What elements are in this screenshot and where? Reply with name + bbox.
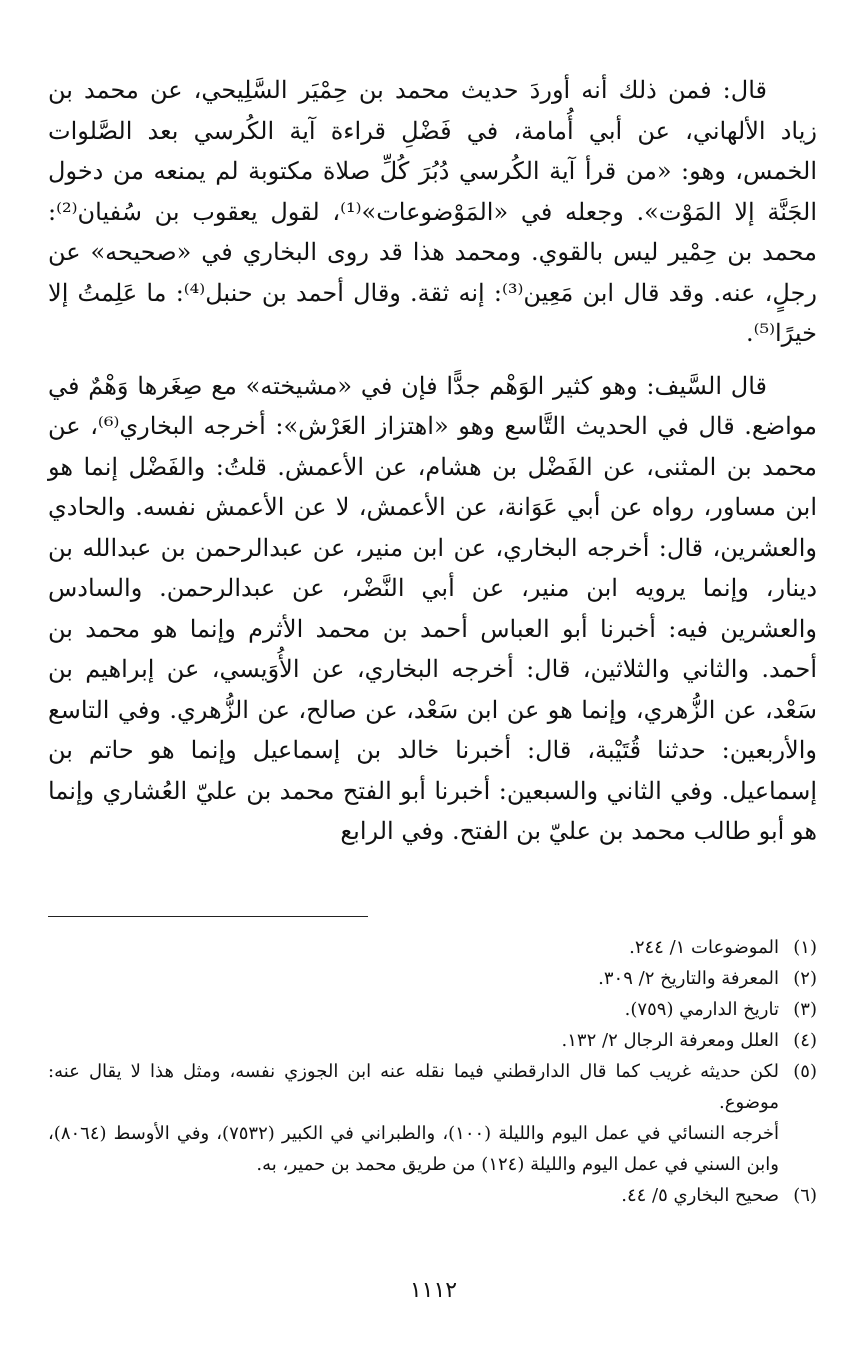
paragraph-2: قال السَّيف: وهو كثير الوَهْم جدًّا فإن في «مشيخته» مع صِغَرها وَهْمٌ في مواضع. قال في الحديث التَّاسع وهو «اهتزاز العَرْش»: أخرجه البخاري⁽⁶⁾، عن محمد بن المثنى، عن الفَضْل بن هشام، عن الأعمش. قلتُ: والفَضْل إنما هو ابن مساور، رواه عن أبي عَوَانة، عن الأعمش، لا عن الأعمش نفسه. والحادي والعشرين، قال: أخرجه البخاري، عن ابن منير، عن عبدالرحمن بن عبدالله بن دينار، وإنما يرويه ابن منير، عن أبي النَّضْر، عن عبدالرحمن. والسادس والعشرين فيه: أخبرنا أبو العباس أحمد بن محمد الأثرم وإنما هو محمد بن أحمد. والثاني والثلاثين، قال: أخرجه البخاري، عن الأُوَيسي، عن إبراهيم بن سَعْد، عن الزُّهري، وإنما هو عن ابن سَعْد، عن صالح، عن الزُّهري. وفي التاسع والأربعين: حدثنا قُتَيْبة، قال: أخبرنا خالد بن إسماعيل وإنما هو حاتم بن إسماعيل. وفي الثاني والسبعين: أخبرنا أبو الفتح محمد بن عليّ العُشاري وإنما هو أبو طالب محمد بن عليّ بن الفتح. وفي الرابع (48, 371, 818, 845)
footnote-6 (48, 1180, 817, 1211)
footnote-line: لكن حديثه غريب كما قال الدارقطني فيما نقله عنه ابن الجوزي نفسه، ومثل هذا لا يقال عنه: موضوع. (48, 1061, 779, 1113)
footnote-number: (٦) (793, 1185, 817, 1206)
footnote-4 (48, 1025, 817, 1056)
footnote-5 (48, 1056, 817, 1180)
page-number: ١١١٢ (409, 1278, 458, 1303)
footnote-text (48, 1180, 779, 1211)
footnote-number: (٢) (793, 968, 817, 989)
footnote-line: المعرفة والتاريخ ٢/ ٣٠٩. (598, 968, 779, 989)
footnote-line: الموضوعات ١/ ٢٤٤. (629, 937, 779, 958)
footnote-line: العلل ومعرفة الرجال ٢/ ١٣٢. (561, 1030, 779, 1051)
footnote-text (48, 1056, 779, 1180)
paragraph-1: قال: فمن ذلك أنه أوردَ حديث محمد بن حِمْيَر السَّلِيحي، عن محمد بن زياد الألهاني، عن أبي أُمامة، في فَضْلِ قراءة آية الكُرسي بعد الصَّلوات الخمس، وهو: «من قرأ آية الكُرسي دُبُرَ كُلِّ صلاة مكتوبة لم يمنعه من دخول الجَنَّة إلا المَوْت». وجعله في «المَوْضوعات»⁽¹⁾، لقول يعقوب بن سُفيان⁽²⁾: محمد بن حِمْير ليس بالقوي. ومحمد هذا قد روى البخاري في «صحيحه» عن رجلٍ، عنه. وقد قال ابن مَعِين⁽³⁾: إنه ثقة. وقال أحمد بن حنبل⁽⁴⁾: ما عَلِمتُ إلا خيرًا⁽⁵⁾. (48, 76, 817, 347)
footnote-text (48, 1025, 779, 1056)
footnote-2 (48, 963, 817, 994)
footnote-text (48, 994, 779, 1025)
footnote-line: تاريخ الدارمي (٧٥٩). (624, 999, 779, 1020)
main-text (48, 70, 817, 852)
footnote-3 (48, 994, 817, 1025)
footnote-number: (٣) (793, 999, 817, 1020)
footnote-text (48, 963, 779, 994)
footnote-number: (٤) (793, 1030, 817, 1051)
footnote-text (48, 932, 779, 963)
footnote-separator (48, 916, 368, 917)
footnote-line: أخرجه النسائي في عمل اليوم والليلة (١٠٠)، والطبراني في الكبير (٧٥٣٢)، وفي الأوسط (٨٠٦٤)، وابن السني في عمل اليوم والليلة (١٢٤) من طريق محمد بن حمير، به. (48, 1123, 779, 1175)
footnote-number: (١) (793, 937, 817, 958)
footnote-1 (48, 932, 817, 963)
footnotes (48, 932, 817, 1211)
footnote-line: صحيح البخاري ٥/ ٤٤. (621, 1185, 779, 1206)
footnote-number: (٥) (793, 1061, 817, 1082)
